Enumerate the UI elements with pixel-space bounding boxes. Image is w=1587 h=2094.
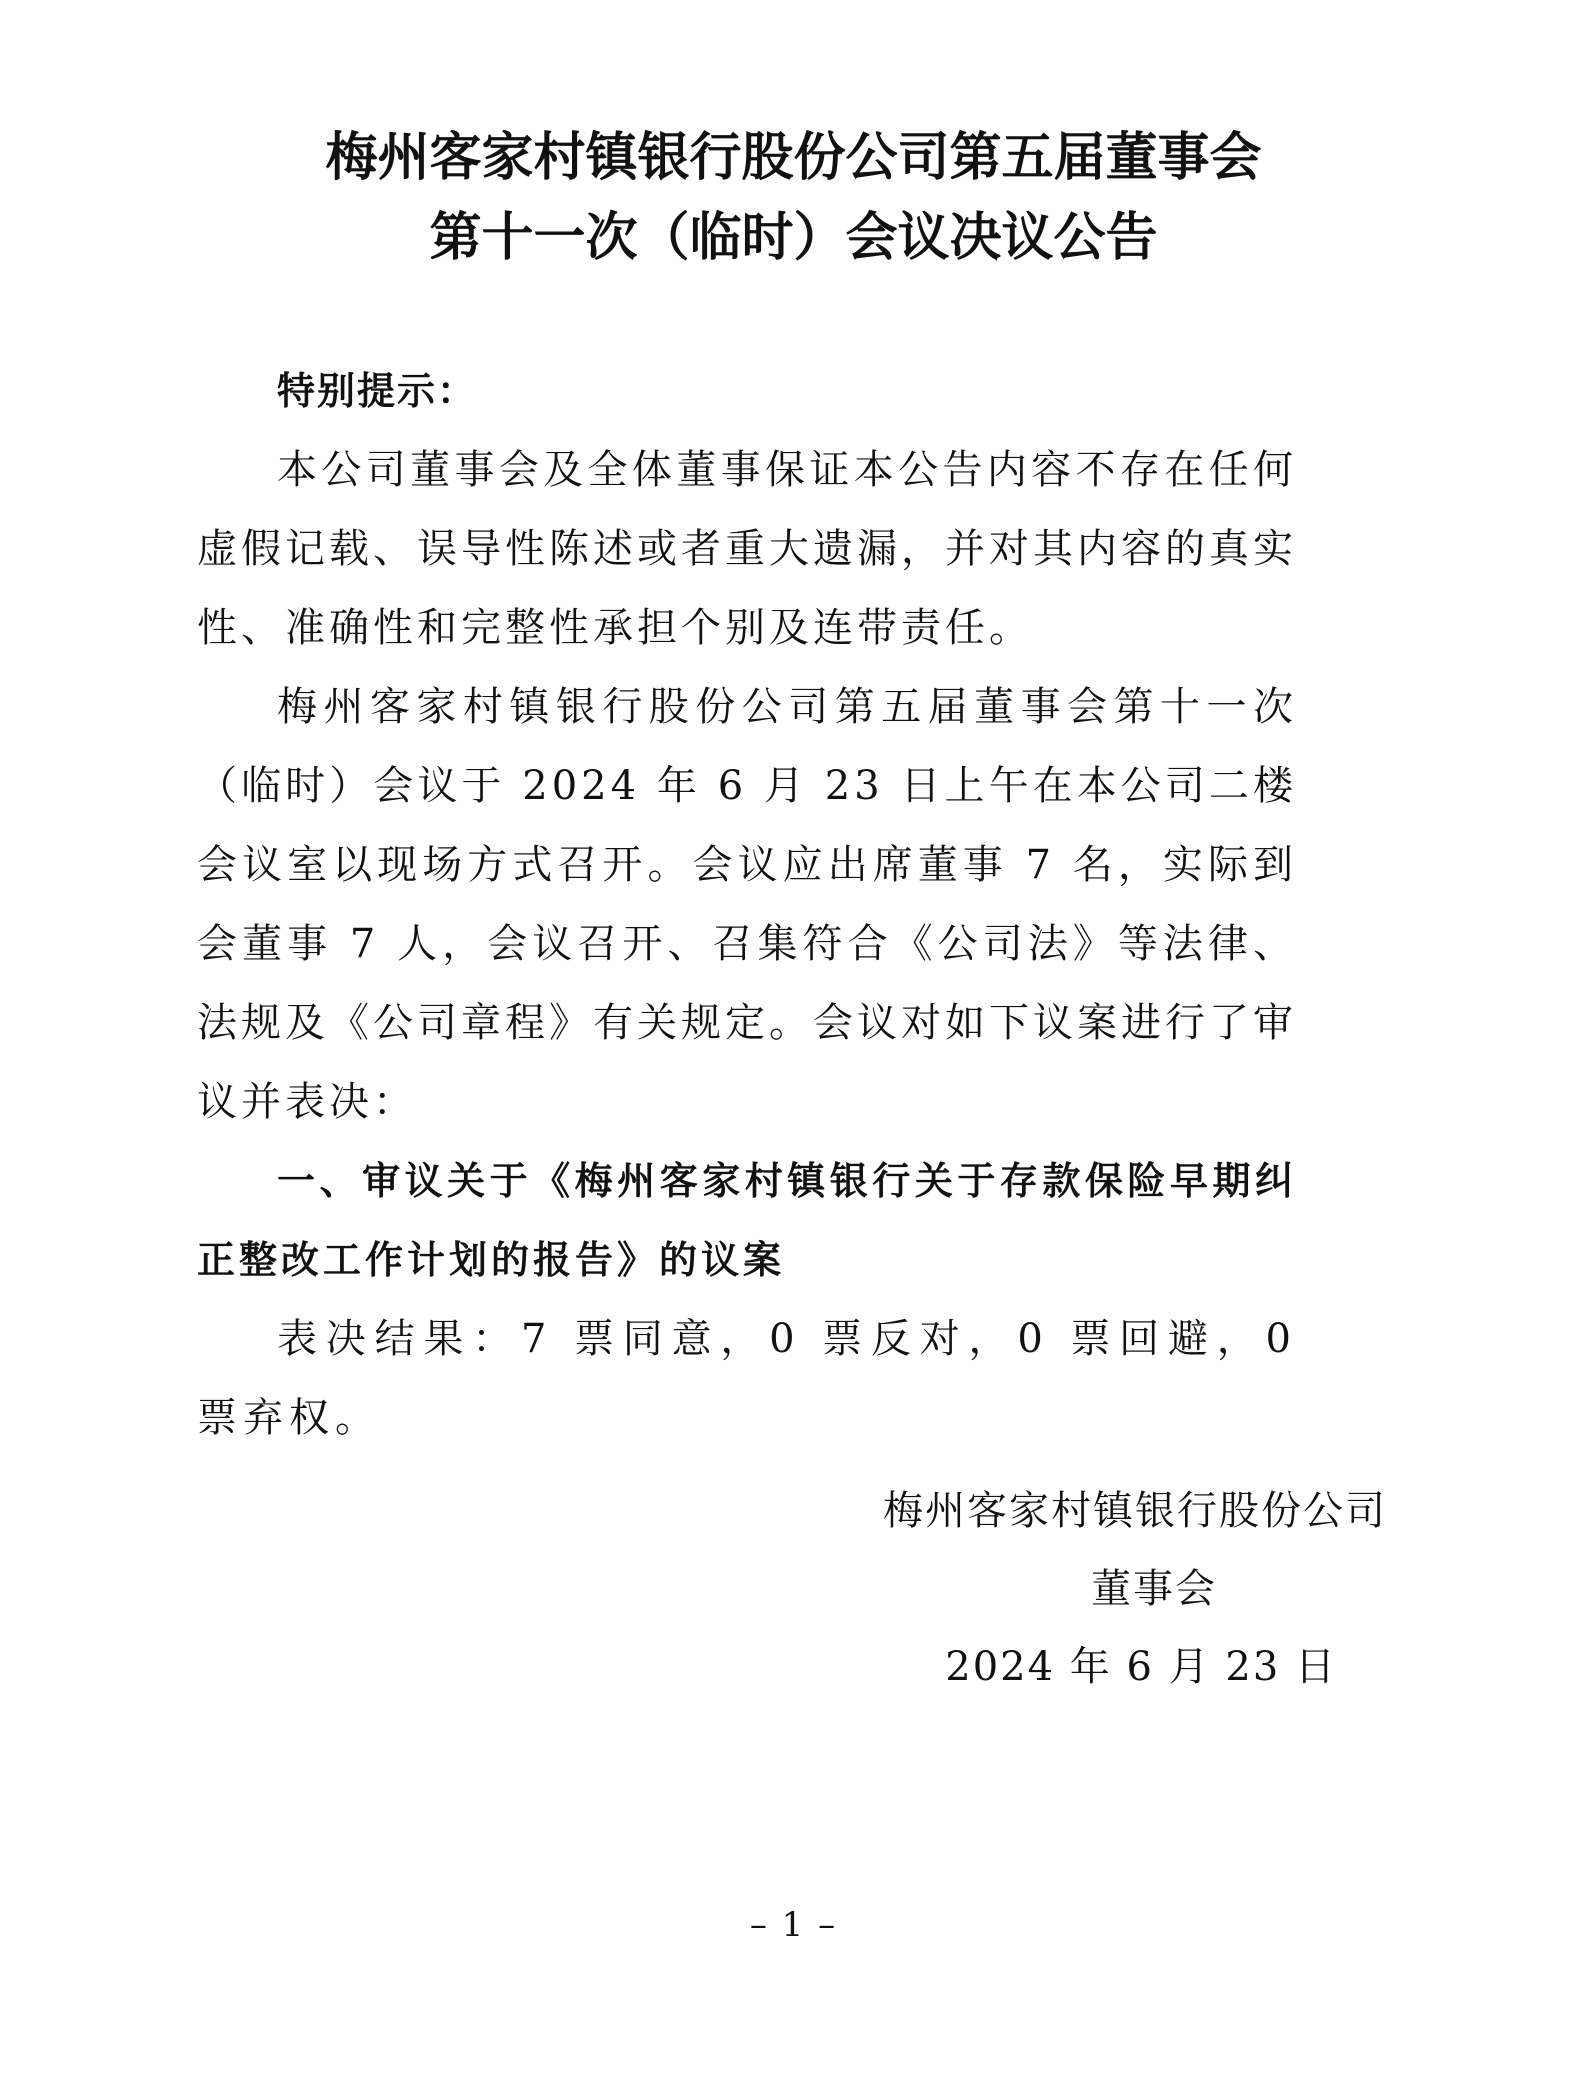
document-title xyxy=(0,118,1587,278)
signature-organization: 梅州客家村镇银行股份公司 xyxy=(883,1488,1387,1534)
title-line-1: 梅州客家村镇银行股份公司第五届董事会 xyxy=(325,128,1262,188)
notice-paragraph: 本公司董事会及全体董事保证本公告内容不存在任何虚假记载、误导性陈述或者重大遗漏，并对其内容的真实性、准确性和完整性承担个别及连带责任。 xyxy=(197,447,1297,651)
signature-block xyxy=(0,1472,1387,1706)
agenda-item-1: 一、审议关于《梅州客家村镇银行关于存款保险早期纠正整改工作计划的报告》的议案 xyxy=(197,1159,1297,1282)
meeting-paragraph: 梅州客家村镇银行股份公司第五届董事会第十一次（临时）会议于 2024 年 6 月 23 日上午在本公司二楼会议室以现场方式召开。会议应出席董事 7 名，实际到会董事 7 人，会议召开、召集符合《公司法》等法律、法规及《公司章程》有关规定。会议对如下议案进行了审议并表决： xyxy=(197,684,1297,1125)
page-number: – 1 – xyxy=(749,1905,838,1945)
document-body xyxy=(197,352,1387,1458)
title-line-2: 第十一次（临时）会议决议公告 xyxy=(429,208,1158,268)
notice-heading: 特别提示： xyxy=(277,369,478,413)
vote-result: 表决结果：7 票同意，0 票反对，0 票回避，0 票弃权。 xyxy=(197,1316,1297,1441)
signature-date: 2024 年 6 月 23 日 xyxy=(945,1644,1337,1690)
signature-board: 董事会 xyxy=(1091,1566,1217,1612)
